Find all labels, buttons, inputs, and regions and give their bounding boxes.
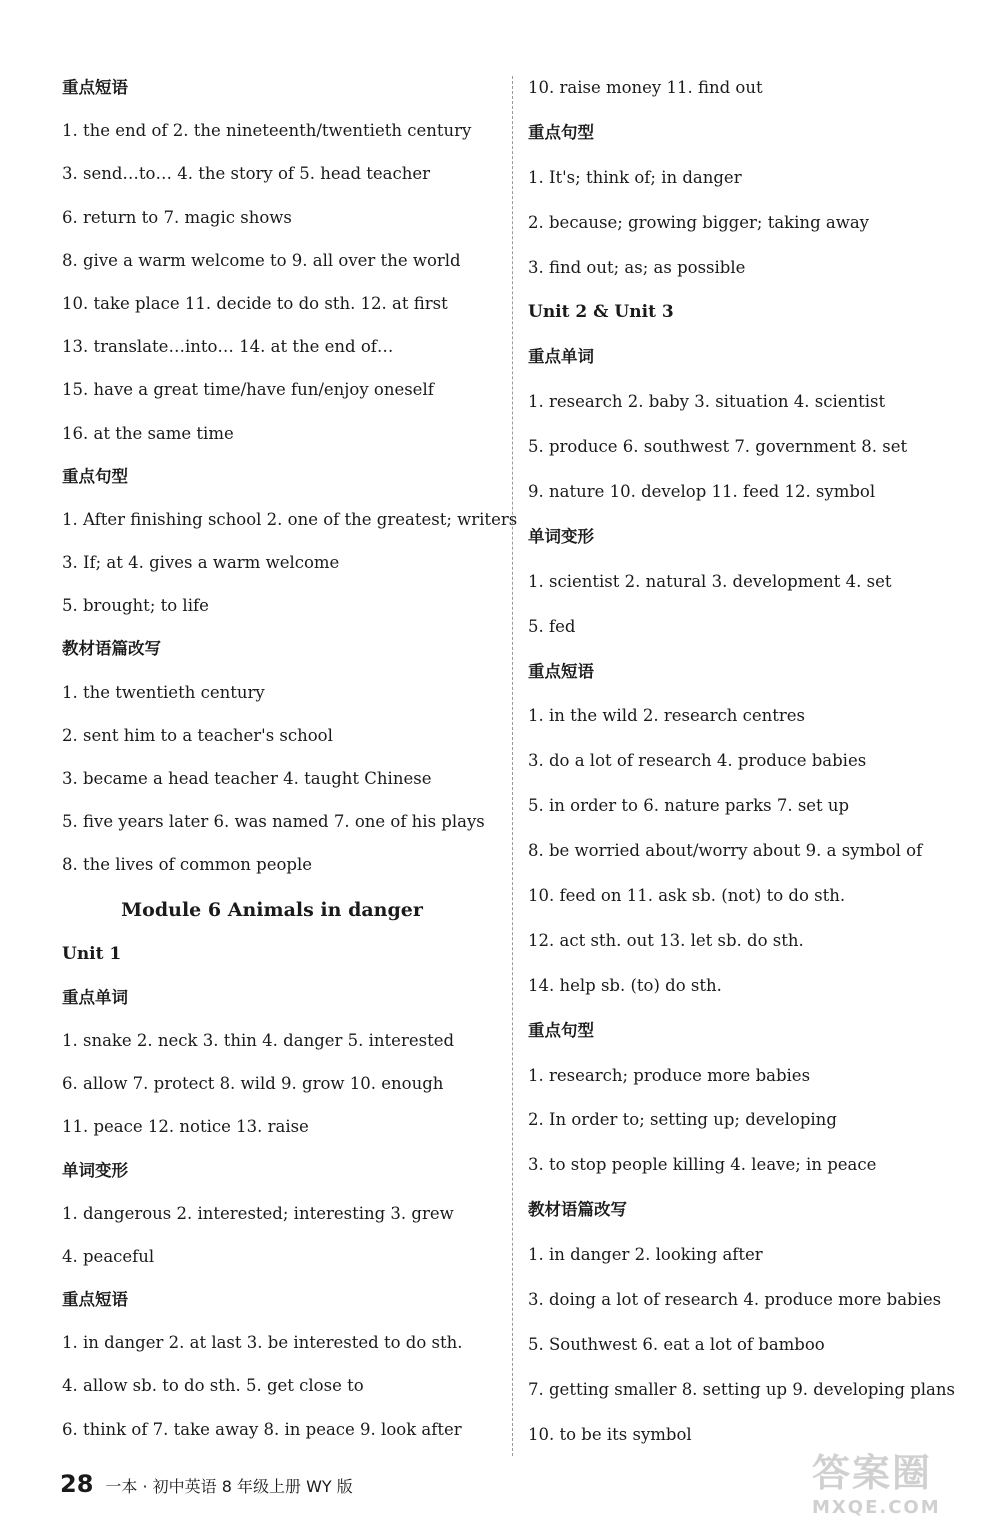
answer-line: 13. translate…into… 14. at the end of… bbox=[62, 337, 394, 357]
answer-line: 7. getting smaller 8. setting up 9. developing plans bbox=[528, 1379, 955, 1399]
section-heading: 重点句型 bbox=[62, 466, 128, 486]
left-column bbox=[62, 66, 518, 1451]
section-heading: 重点单词 bbox=[528, 347, 594, 367]
answer-line: 1. in danger 2. at last 3. be interested to do sth. bbox=[62, 1333, 463, 1353]
answer-line: 2. In order to; setting up; developing bbox=[528, 1110, 837, 1130]
answer-line: 3. send…to… 4. the story of 5. head teacher bbox=[62, 164, 431, 184]
page-footer bbox=[60, 1470, 353, 1500]
answer-line: 4. allow sb. to do sth. 5. get close to bbox=[62, 1376, 364, 1396]
answer-line: 1. snake 2. neck 3. thin 4. danger 5. interested bbox=[62, 1030, 455, 1050]
answer-line: 5. five years later 6. was named 7. one of his plays bbox=[62, 812, 485, 832]
answer-line: 3. find out; as; as possible bbox=[528, 257, 746, 277]
watermark-logo bbox=[812, 1442, 972, 1532]
answer-line: 6. allow 7. protect 8. wild 9. grow 10. enough bbox=[62, 1074, 444, 1094]
book-title: 一本 · 初中英语 8 年级上册 WY 版 bbox=[105, 1477, 353, 1496]
answer-line: 5. brought; to life bbox=[62, 596, 209, 616]
answer-line: 8. give a warm welcome to 9. all over the world bbox=[62, 250, 461, 270]
answer-line: 10. take place 11. decide to do sth. 12. at first bbox=[62, 293, 448, 313]
answer-line: 16. at the same time bbox=[62, 423, 234, 443]
section-heading: 重点句型 bbox=[528, 122, 594, 142]
answer-line: 2. sent him to a teacher's school bbox=[62, 725, 333, 745]
answer-line: 8. be worried about/worry about 9. a symbol of bbox=[528, 841, 923, 861]
answer-line: 10. raise money 11. find out bbox=[528, 78, 763, 97]
watermark-url: MXQE.COM bbox=[812, 1497, 941, 1518]
right-column bbox=[528, 66, 968, 1458]
answer-line: 6. return to 7. magic shows bbox=[62, 207, 292, 227]
answer-line: 1. After finishing school 2. one of the greatest; writers bbox=[62, 509, 518, 529]
answer-line: 8. the lives of common people bbox=[62, 855, 313, 875]
answer-line: 1. scientist 2. natural 3. development 4. set bbox=[528, 571, 892, 591]
answer-line: 3. doing a lot of research 4. produce more babies bbox=[528, 1290, 942, 1310]
answer-line: 1. dangerous 2. interested; interesting 3. grew bbox=[62, 1203, 454, 1223]
unit-heading: Unit 2 & Unit 3 bbox=[528, 302, 674, 323]
answer-line: 1. in the wild 2. research centres bbox=[528, 706, 805, 726]
section-heading: 重点短语 bbox=[62, 1290, 128, 1310]
section-heading: 教材语篇改写 bbox=[62, 639, 161, 659]
answer-line: 4. peaceful bbox=[62, 1246, 155, 1266]
answer-line: 5. Southwest 6. eat a lot of bamboo bbox=[528, 1334, 825, 1354]
unit-heading: Unit 1 bbox=[62, 943, 122, 964]
answer-line: 1. the twentieth century bbox=[62, 682, 265, 702]
answer-line: 1. research; produce more babies bbox=[528, 1065, 811, 1085]
answer-line: 1. It's; think of; in danger bbox=[528, 167, 742, 187]
module-title: Module 6 Animals in danger bbox=[121, 898, 423, 921]
section-heading: 重点短语 bbox=[62, 78, 128, 97]
answer-line: 3. to stop people killing 4. leave; in peace bbox=[528, 1155, 877, 1175]
answer-line: 1. research 2. baby 3. situation 4. scientist bbox=[528, 392, 886, 412]
answer-line: 9. nature 10. develop 11. feed 12. symbol bbox=[528, 482, 876, 502]
answer-line: 3. do a lot of research 4. produce babies bbox=[528, 751, 867, 771]
section-heading: 单词变形 bbox=[62, 1160, 128, 1180]
answer-line: 1. the end of 2. the nineteenth/twentieth century bbox=[62, 121, 472, 141]
answer-line: 5. in order to 6. nature parks 7. set up bbox=[528, 796, 850, 816]
answer-line: 1. in danger 2. looking after bbox=[528, 1245, 763, 1265]
page-number: 28 bbox=[60, 1470, 94, 1498]
answer-line: 5. fed bbox=[528, 616, 576, 636]
section-heading: 单词变形 bbox=[528, 526, 594, 546]
column-divider bbox=[512, 76, 513, 1456]
section-heading: 教材语篇改写 bbox=[528, 1200, 627, 1220]
answer-line: 12. act sth. out 13. let sb. do sth. bbox=[528, 930, 804, 950]
answer-line: 3. became a head teacher 4. taught Chinese bbox=[62, 769, 432, 788]
answer-line: 14. help sb. (to) do sth. bbox=[528, 975, 722, 995]
answer-line: 15. have a great time/have fun/enjoy oneself bbox=[62, 380, 434, 400]
answer-line: 3. If; at 4. gives a warm welcome bbox=[62, 553, 340, 573]
section-heading: 重点句型 bbox=[528, 1020, 594, 1040]
section-heading: 重点单词 bbox=[62, 987, 128, 1007]
answer-line: 2. because; growing bigger; taking away bbox=[528, 212, 869, 232]
watermark-chinese: 答案圈 bbox=[812, 1451, 933, 1495]
answer-line: 10. to be its symbol bbox=[528, 1424, 692, 1444]
answer-line: 5. produce 6. southwest 7. government 8. set bbox=[528, 437, 908, 457]
answer-line: 6. think of 7. take away 8. in peace 9. look after bbox=[62, 1419, 462, 1439]
section-heading: 重点短语 bbox=[528, 661, 594, 681]
answer-line: 11. peace 12. notice 13. raise bbox=[62, 1117, 309, 1137]
answer-line: 10. feed on 11. ask sb. (not) to do sth. bbox=[528, 886, 846, 906]
